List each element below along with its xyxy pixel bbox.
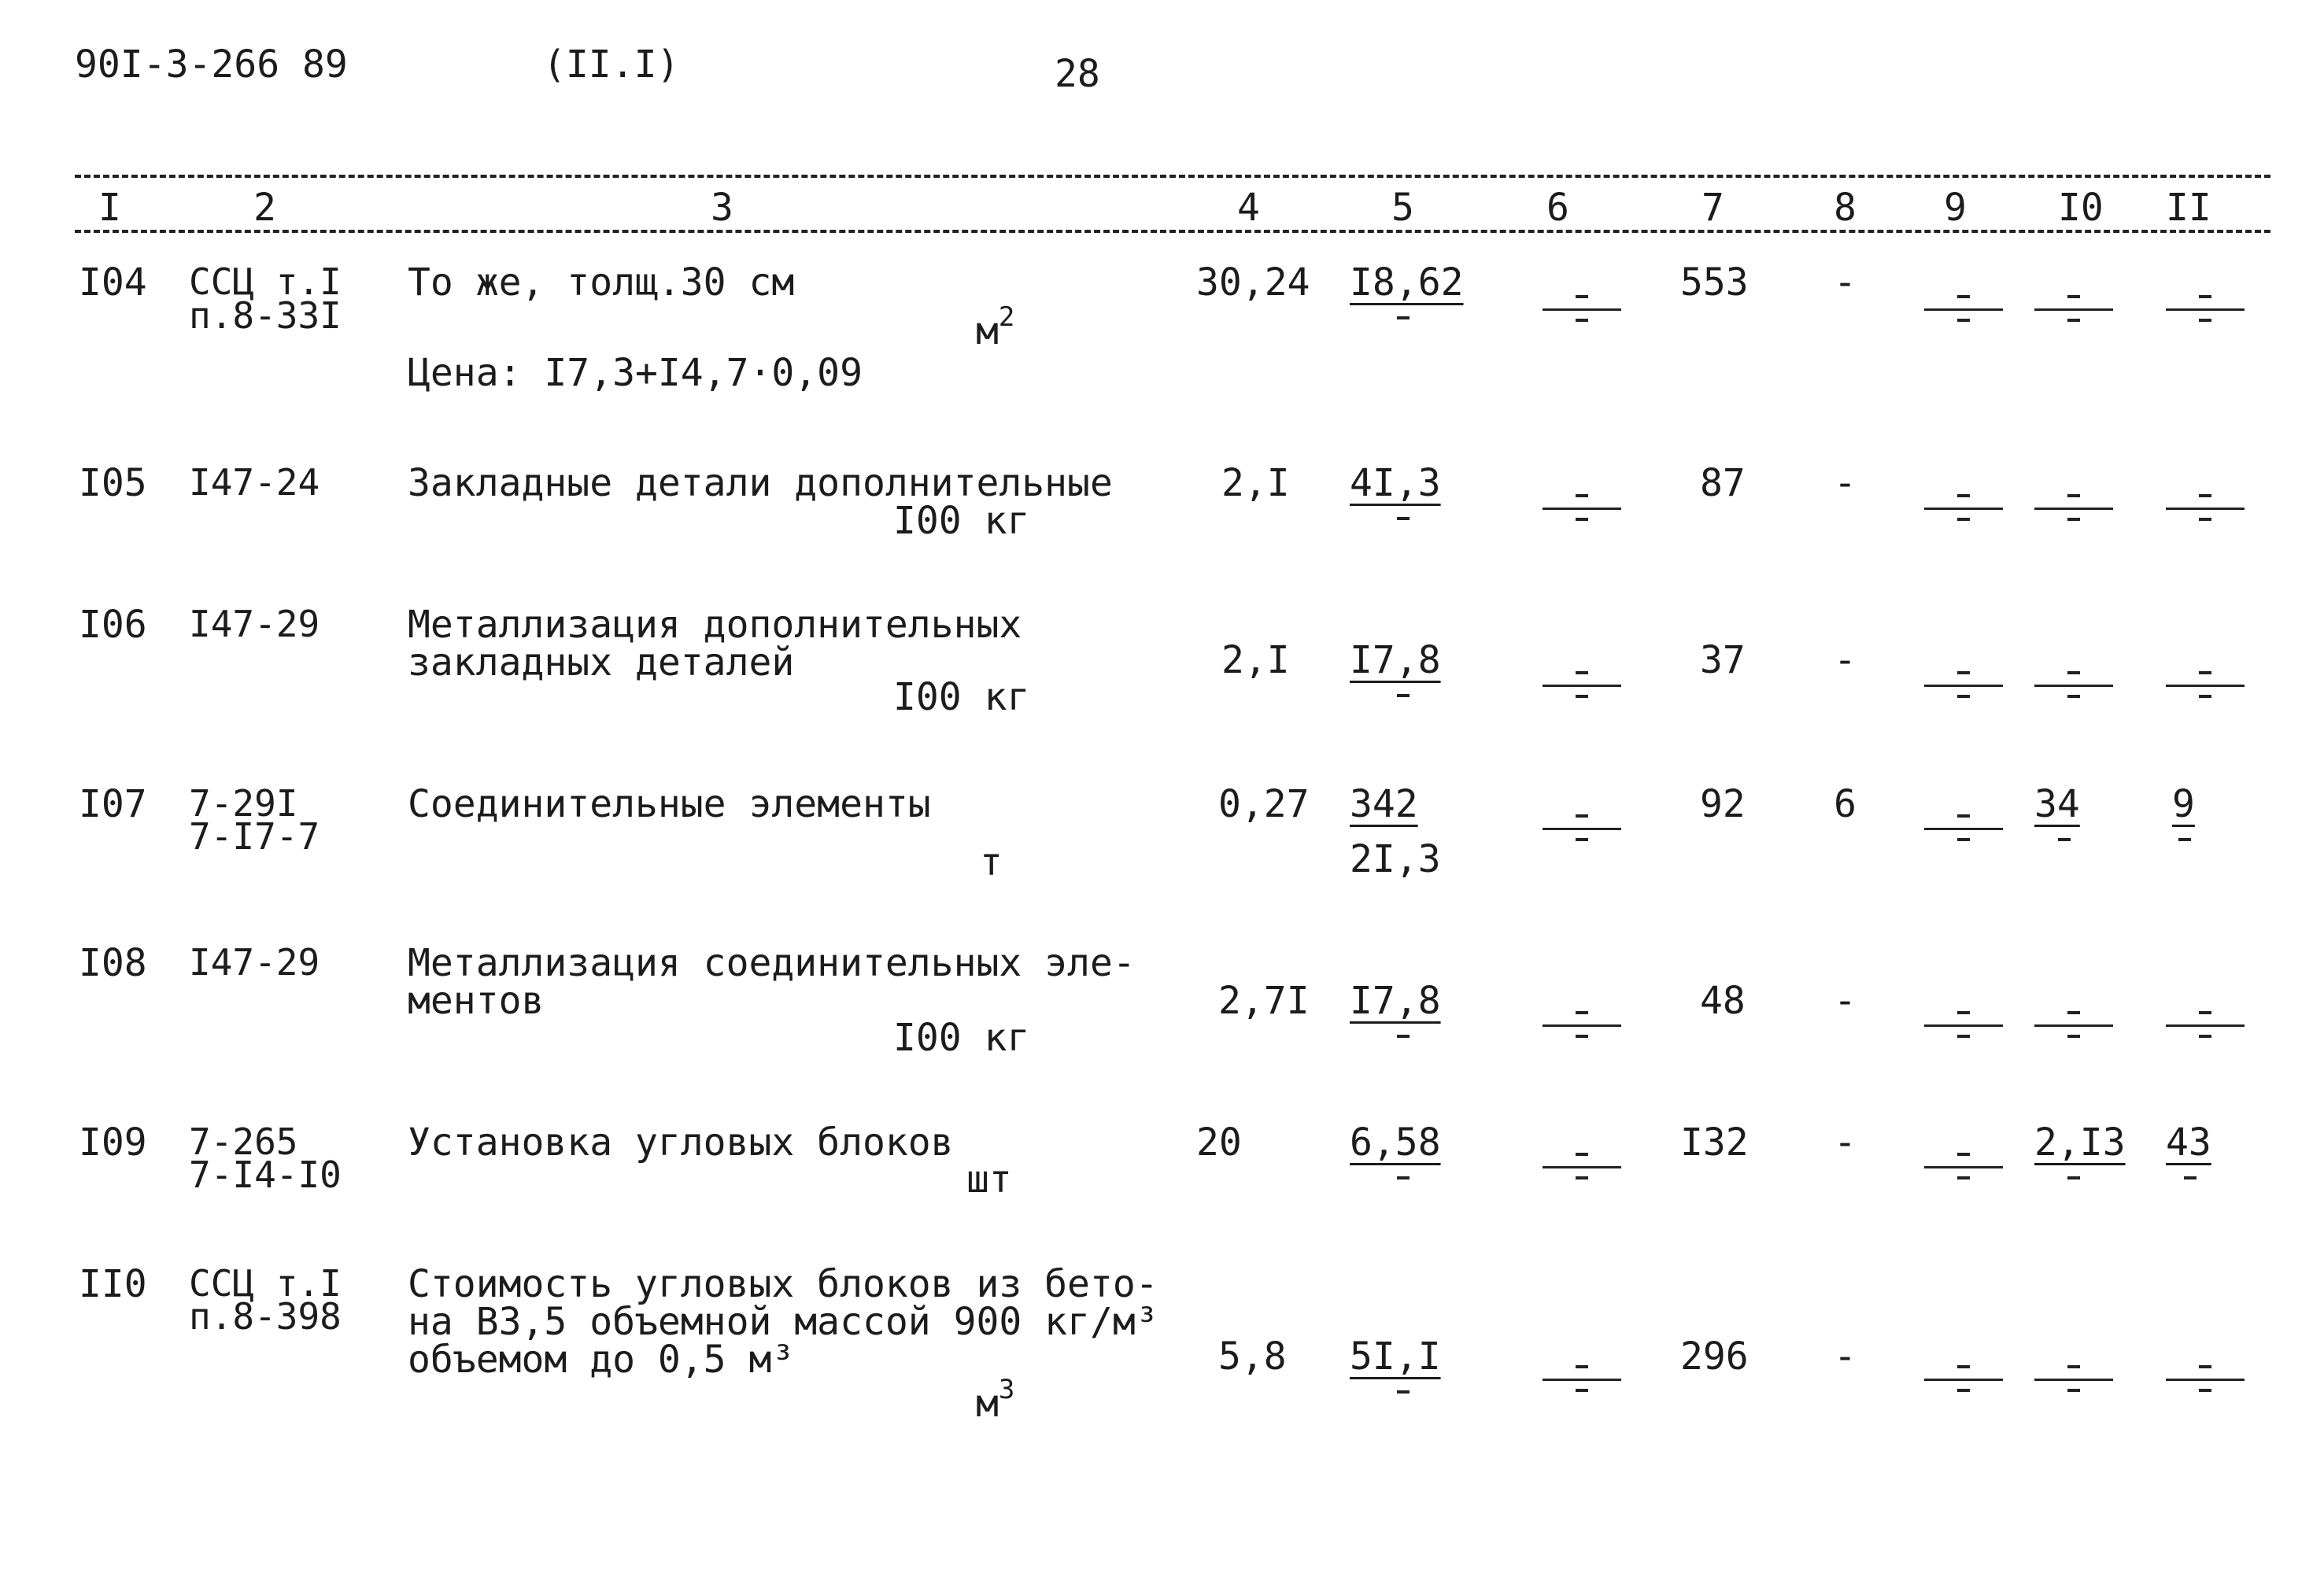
unit-cost: I8,62 <box>1350 260 1464 305</box>
row-number: I07 <box>79 782 147 826</box>
unit-cost: 5I,I <box>1350 1335 1441 1379</box>
column-9-fraction <box>1924 828 2003 830</box>
column-11-fraction <box>2166 308 2245 311</box>
fraction-mark <box>2184 1176 2197 1179</box>
work-description: Металлизация дополнительных <box>408 603 1022 647</box>
fraction-mark <box>1576 814 1588 818</box>
column-6-fraction <box>1543 508 1621 510</box>
unit-of-measure: шт <box>966 1157 1012 1202</box>
fraction-mark <box>2067 671 2080 674</box>
column-11-fraction <box>2166 1024 2245 1027</box>
work-description: Установка угловых блоков <box>408 1120 954 1165</box>
column-11-value: 43 <box>2166 1120 2211 1165</box>
column-header-8: 8 <box>1834 186 1857 230</box>
fraction-mark <box>1957 295 1970 298</box>
unit-cost-lower <box>1397 1390 1410 1394</box>
unit-cost: I7,8 <box>1350 638 1441 682</box>
total-cost: 553 <box>1680 260 1749 305</box>
work-description: Закладные детали дополнительные <box>408 461 1113 505</box>
unit-cost: 6,58 <box>1350 1120 1441 1165</box>
work-description: То же, толщ.30 см <box>408 260 795 305</box>
fraction-mark <box>1576 1389 1588 1392</box>
fraction-mark <box>2067 494 2080 497</box>
quantity: 30,24 <box>1196 260 1310 305</box>
column-8-value: - <box>1834 979 1857 1023</box>
column-10-fraction <box>2034 508 2113 510</box>
column-header-10: I0 <box>2058 186 2104 230</box>
column-header-5: 5 <box>1391 186 1414 230</box>
column-10-fraction <box>2034 685 2113 687</box>
quantity: 2,7I <box>1218 979 1310 1023</box>
column-header-9: 9 <box>1944 186 1967 230</box>
fraction-mark <box>2199 518 2211 521</box>
column-6-fraction <box>1543 828 1621 830</box>
column-header-11: II <box>2166 186 2211 230</box>
unit-cost-lower <box>1397 1035 1410 1038</box>
price-code: 7-I4-I0 <box>189 1154 342 1196</box>
fraction-mark <box>1957 319 1970 322</box>
fraction-mark <box>1957 494 1970 497</box>
column-8-value: - <box>1834 1335 1857 1379</box>
unit-cost-lower <box>1397 517 1410 520</box>
price-formula-note: Цена: I7,3+I4,7·0,09 <box>408 351 863 395</box>
column-header-6: 6 <box>1546 186 1569 230</box>
column-6-fraction <box>1543 308 1621 311</box>
row-number: II0 <box>79 1262 147 1306</box>
fraction-mark <box>1576 1035 1588 1038</box>
fraction-mark <box>1957 1365 1970 1368</box>
work-description: Стоимость угловых блоков из бето- <box>408 1262 1158 1306</box>
total-cost: 37 <box>1700 638 1746 682</box>
unit-of-measure: $м^3$ <box>976 1374 1015 1426</box>
column-11-fraction <box>2166 685 2245 687</box>
column-9-fraction <box>1924 685 2003 687</box>
unit-cost-lower <box>1397 316 1410 319</box>
fraction-mark <box>2067 695 2080 698</box>
fraction-mark <box>1576 295 1588 298</box>
price-code: 7-29I <box>189 782 298 825</box>
price-code: п.8-398 <box>189 1295 342 1338</box>
unit-of-measure: $м^2$ <box>976 301 1015 353</box>
work-description: объемом до 0,5 м³ <box>408 1338 795 1382</box>
fraction-mark <box>1576 838 1588 841</box>
fraction-mark <box>1576 494 1588 497</box>
fraction-mark <box>2178 838 2191 841</box>
fraction-mark <box>1957 1153 1970 1156</box>
total-cost: 296 <box>1680 1335 1749 1379</box>
fraction-mark <box>1957 671 1970 674</box>
row-number: I06 <box>79 603 147 647</box>
fraction-mark <box>2199 319 2211 322</box>
column-10-fraction <box>2034 308 2113 311</box>
column-8-value: - <box>1834 461 1857 505</box>
price-code: I47-24 <box>189 461 320 504</box>
column-11-fraction <box>2166 508 2245 510</box>
quantity: 2,I <box>1221 638 1290 682</box>
unit-of-measure: I00 кг <box>893 1016 1030 1060</box>
unit-of-measure: I00 кг <box>893 499 1030 543</box>
price-code: I47-29 <box>189 603 320 645</box>
column-10-fraction <box>2034 1024 2113 1027</box>
fraction-mark <box>2199 494 2211 497</box>
column-6-fraction <box>1543 1024 1621 1027</box>
fraction-mark <box>1576 671 1588 674</box>
fraction-mark <box>1957 814 1970 818</box>
column-6-fraction <box>1543 1379 1621 1381</box>
quantity: 0,27 <box>1218 782 1310 826</box>
fraction-mark <box>2067 1035 2080 1038</box>
header-rule-bottom <box>75 230 2270 233</box>
unit-of-measure: I00 кг <box>893 675 1030 719</box>
column-header-3: 3 <box>711 186 733 230</box>
column-8-value: - <box>1834 638 1857 682</box>
column-10-value: 34 <box>2034 782 2080 826</box>
fraction-mark <box>2067 518 2080 521</box>
fraction-mark <box>2067 1365 2080 1368</box>
column-10-value: 2,I3 <box>2034 1120 2126 1165</box>
fraction-mark <box>2067 319 2080 322</box>
unit-cost: 4I,3 <box>1350 461 1441 505</box>
column-header-2: 2 <box>253 186 276 230</box>
column-8-value: - <box>1834 260 1857 305</box>
fraction-mark <box>2199 1035 2211 1038</box>
column-6-fraction <box>1543 1166 1621 1168</box>
total-cost: 48 <box>1700 979 1746 1023</box>
row-number: I04 <box>79 260 147 305</box>
work-description: на В3,5 объемной массой 900 кг/м³ <box>408 1300 1158 1344</box>
column-9-fraction <box>1924 1379 2003 1381</box>
fraction-mark <box>1957 1011 1970 1014</box>
section-number: (II.I) <box>543 42 680 87</box>
column-11-fraction <box>2166 1379 2245 1381</box>
fraction-mark <box>1576 1365 1588 1368</box>
unit-of-measure: т <box>980 840 1003 884</box>
fraction-mark <box>1576 1153 1588 1156</box>
column-8-value: - <box>1834 1120 1857 1165</box>
row-number: I09 <box>79 1120 147 1165</box>
price-code: 7-I7-7 <box>189 815 320 858</box>
fraction-mark <box>2067 295 2080 298</box>
column-9-fraction <box>1924 1166 2003 1168</box>
fraction-mark <box>1576 695 1588 698</box>
fraction-mark <box>1957 1389 1970 1392</box>
fraction-mark <box>1576 518 1588 521</box>
fraction-mark <box>2067 1389 2080 1392</box>
column-9-fraction <box>1924 1024 2003 1027</box>
fraction-mark <box>2199 695 2211 698</box>
fraction-mark <box>1957 695 1970 698</box>
fraction-mark <box>1957 838 1970 841</box>
total-cost: I32 <box>1680 1120 1749 1165</box>
work-description: Соединительные элементы <box>408 782 931 826</box>
fraction-mark <box>1576 1176 1588 1179</box>
fraction-mark <box>2067 1176 2080 1179</box>
unit-cost-lower <box>1397 1176 1410 1179</box>
fraction-mark <box>2199 1365 2211 1368</box>
column-header-4: 4 <box>1237 186 1260 230</box>
unit-cost: I7,8 <box>1350 979 1441 1023</box>
price-code: п.8-33I <box>189 294 342 337</box>
total-cost: 92 <box>1700 782 1746 826</box>
fraction-mark <box>1957 1176 1970 1179</box>
column-10-fraction <box>2034 1379 2113 1381</box>
price-code: 7-265 <box>189 1120 298 1163</box>
fraction-mark <box>2199 671 2211 674</box>
column-9-fraction <box>1924 308 2003 311</box>
quantity: 2,I <box>1221 461 1290 505</box>
fraction-mark <box>2199 1389 2211 1392</box>
fraction-mark <box>1576 1011 1588 1014</box>
unit-cost-lower: 2I,3 <box>1350 837 1441 881</box>
fraction-mark <box>2199 1011 2211 1014</box>
price-code: I47-29 <box>189 941 320 984</box>
fraction-mark <box>2067 1011 2080 1014</box>
row-number: I05 <box>79 461 147 505</box>
row-number: I08 <box>79 941 147 985</box>
work-description: ментов <box>408 979 545 1023</box>
work-description: Металлизация соединительных эле- <box>408 941 1136 985</box>
column-11-value: 9 <box>2172 782 2195 826</box>
fraction-mark <box>1957 1035 1970 1038</box>
fraction-mark <box>2199 295 2211 298</box>
column-8-value: 6 <box>1834 782 1857 826</box>
unit-cost: 342 <box>1350 782 1418 826</box>
work-description: закладных деталей <box>408 640 795 685</box>
quantity: 5,8 <box>1218 1335 1287 1379</box>
price-code: ССЦ т.I <box>189 260 342 303</box>
unit-cost-lower <box>1397 694 1410 697</box>
page-number: 28 <box>1055 52 1100 96</box>
document-code: 90I-3-266 89 <box>75 42 348 87</box>
column-header-7: 7 <box>1701 186 1724 230</box>
column-header-1: I <box>98 186 121 230</box>
column-6-fraction <box>1543 685 1621 687</box>
header-rule-top <box>75 175 2270 178</box>
fraction-mark <box>1957 518 1970 521</box>
quantity: 20 <box>1196 1120 1242 1165</box>
fraction-mark <box>1576 319 1588 322</box>
total-cost: 87 <box>1700 461 1746 505</box>
price-code: ССЦ т.I <box>189 1262 342 1305</box>
fraction-mark <box>2058 838 2071 841</box>
column-9-fraction <box>1924 508 2003 510</box>
